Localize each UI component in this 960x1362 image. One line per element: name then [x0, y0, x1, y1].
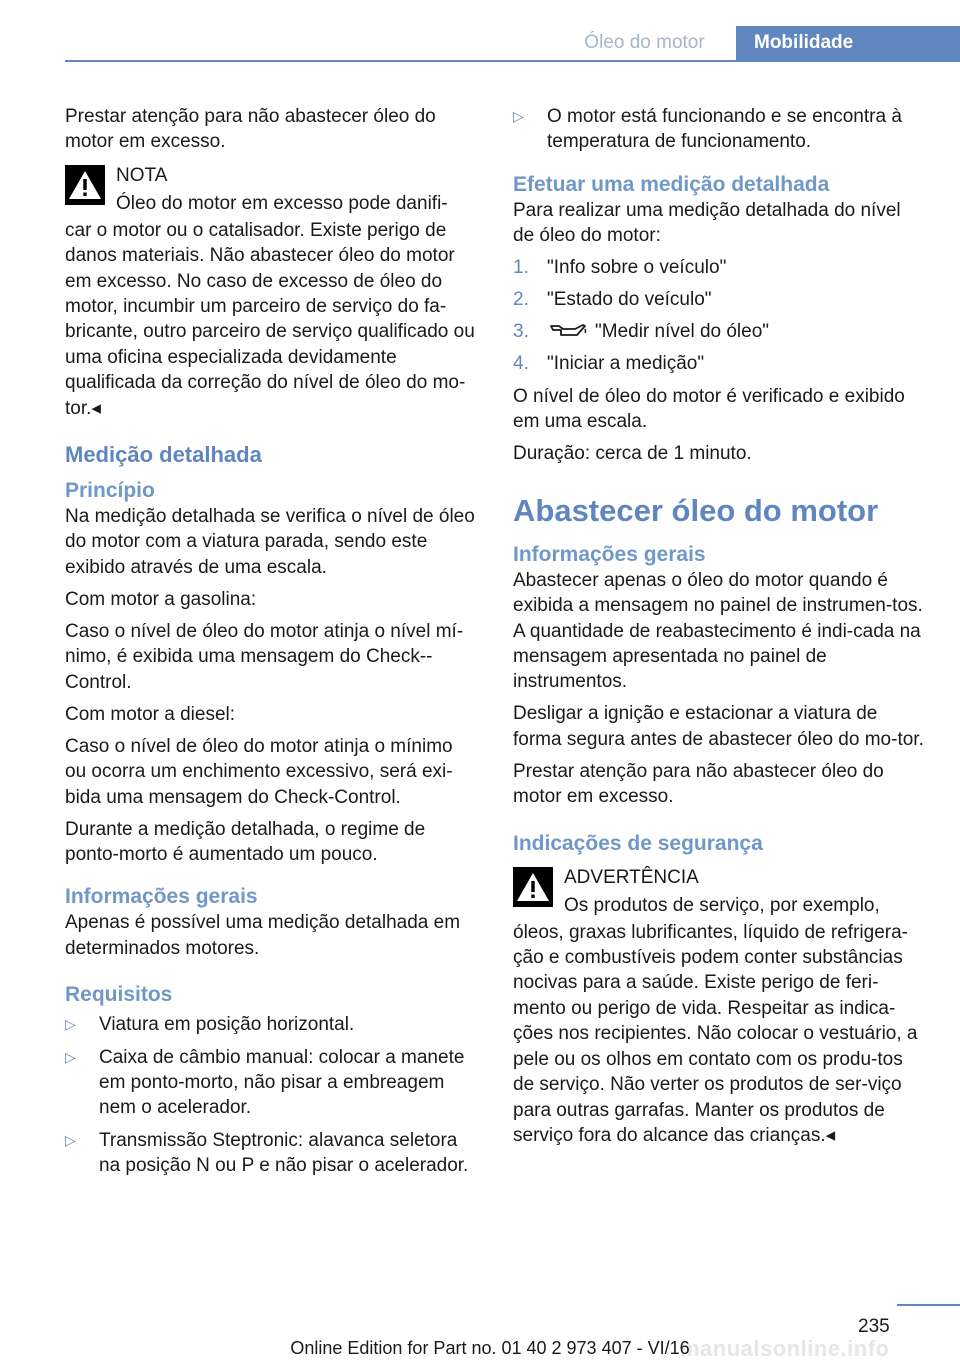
paragraph: Durante a medição detalhada, o regime de ponto-morto é aumentado um pouco. — [65, 818, 426, 865]
running-header-section: Óleo do motor — [584, 32, 705, 53]
note-body: car o motor ou o catalisador. Existe perigo de danos materiais. Não abastecer óleo do motor em excesso. No caso de excesso de óleo do motor, incumbir um parceiro de serviço do fa-bricante, outro parceiro de serviço qualificado ou uma oficina especializada devidamente qualificada da correção do nível de óleo do mo-tor.◂ — [65, 219, 475, 419]
warning-triangle-icon — [65, 165, 105, 205]
bullet-triangle-icon: ▷ — [65, 1048, 76, 1065]
note-label: NOTA — [116, 164, 168, 186]
paragraph: Duração: cerca de 1 minuto. — [513, 443, 752, 465]
step-item: 2. "Estado do veículo" — [513, 289, 712, 311]
bullet-triangle-icon: ▷ — [65, 1131, 76, 1148]
step-item: 3. "Medir nível do óleo" — [513, 320, 770, 342]
paragraph: Na medição detalhada se verifica o nível de óleo do motor com a viatura parada, sendo este exibido através de uma escala. — [65, 506, 475, 578]
paragraph: Apenas é possível uma medição detalhada em determinados motores. — [65, 912, 461, 959]
heading-general-info: Informações gerais — [513, 542, 706, 566]
paragraph: Abastecer apenas o óleo do motor quando é exibida a mensagem no painel de instrumen-tos. A quantidade de reabastecimento é indi-cada na mensagem apresentada no painel de instrumentos. — [513, 569, 923, 693]
steps-list — [513, 255, 925, 376]
header-rule — [65, 60, 960, 62]
page-number: 235 — [858, 1316, 890, 1337]
note-first-line: Óleo do motor em excesso pode danifi- — [116, 192, 448, 214]
note-box — [65, 162, 477, 218]
warning-first-line: Os produtos de serviço, por exemplo, — [564, 894, 880, 916]
paragraph: Caso o nível de óleo do motor atinja o mínimo ou ocorra um enchimento excessivo, será exi-bida uma mensagem do Check-Control. — [65, 735, 453, 808]
left-column — [65, 104, 477, 1186]
paragraph: Caso o nível de óleo do motor atinja o nível mí-nimo, é exibida uma mensagem do Check--Control. — [65, 620, 464, 693]
step-item: 4. "Iniciar a medição" — [513, 352, 705, 374]
requirements-list-continued — [513, 104, 925, 155]
list-item: ▷ Caixa de câmbio manual: colocar a manete em ponto-morto, não pisar a embreagem nem o acelerador. — [65, 1046, 465, 1119]
paragraph: Prestar atenção para não abastecer óleo do motor em excesso. — [513, 760, 884, 808]
heading-topup-oil: Abastecer óleo do motor — [513, 492, 879, 528]
list-item: ▷ Viatura em posição horizontal. — [65, 1012, 477, 1037]
warning-body: óleos, graxas lubrificantes, líquido de refrigera-ção e combustíveis podem conter substâncias nocivas para a saúde. Existe perigo de feri-mento ou perigo de vida. Respeitar as indica-ções nos recipientes. Não colocar o vestuário, a pele ou os olhos em contato com os produ-tos de serviço. Não verter os produtos de ser-viço para outras garrafas. Manter os produtos de serviço fora do alcance das crianças.◂ — [513, 921, 918, 1146]
step-item: 1. "Info sobre o veículo" — [513, 257, 727, 279]
bullet-triangle-icon: ▷ — [65, 1016, 76, 1033]
list-item: ▷ O motor está funcionando e se encontra à temperatura de funcionamento. — [513, 106, 902, 153]
heading-principle: Princípio — [65, 479, 155, 503]
running-header-chapter: Mobilidade — [736, 26, 960, 62]
heading-requirements: Requisitos — [65, 983, 173, 1007]
edition-line: Online Edition for Part no. 01 40 2 973 407 - VI/16 — [290, 1338, 690, 1358]
right-column — [513, 104, 925, 1155]
warning-triangle-icon — [513, 867, 553, 907]
paragraph: Desligar a ignição e estacionar a viatura de forma segura antes de abastecer óleo do mo-tor. — [513, 703, 924, 750]
bullet-triangle-icon: ▷ — [513, 108, 524, 124]
paragraph: Com motor a diesel: — [65, 703, 236, 725]
footer-rule — [897, 1304, 960, 1306]
heading-detailed-measurement: Medição detalhada — [65, 442, 262, 468]
paragraph: Prestar atenção para não abastecer óleo do motor em excesso. — [65, 106, 436, 153]
warning-box — [513, 864, 925, 920]
list-item: ▷ Transmissão Steptronic: alavanca seletora na posição N ou P e não pisar o acelerador. — [65, 1129, 469, 1177]
heading-safety: Indicações de segurança — [513, 831, 763, 855]
warning-label: ADVERTÊNCIA — [564, 866, 699, 888]
requirements-list — [65, 1012, 477, 1178]
heading-general-info: Informações gerais — [65, 885, 258, 909]
heading-perform-measurement: Efetuar uma medição detalhada — [513, 172, 830, 196]
oil-can-icon — [549, 321, 589, 339]
paragraph: Para realizar uma medição detalhada do nível de óleo do motor: — [513, 199, 901, 247]
watermark: manualsonline.info — [680, 1336, 890, 1361]
paragraph: Com motor a gasolina: — [65, 588, 257, 610]
paragraph: O nível de óleo do motor é verificado e exibido em uma escala. — [513, 386, 905, 433]
